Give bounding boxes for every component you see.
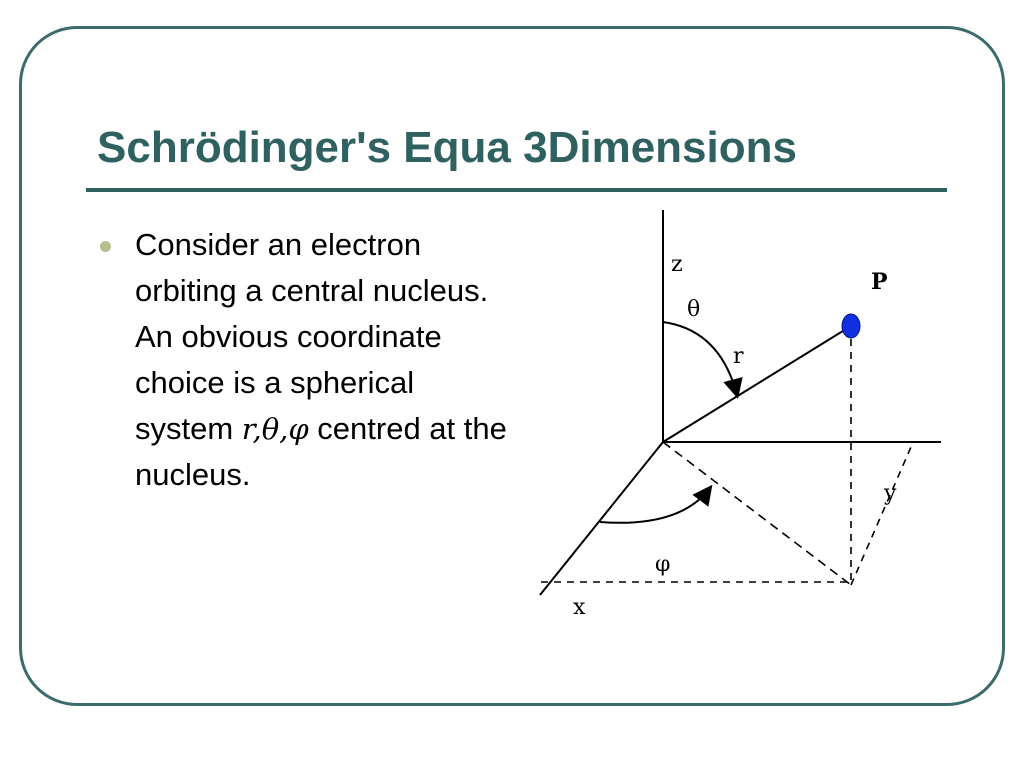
theta-label: θ <box>687 297 701 322</box>
radius-line <box>663 326 851 442</box>
phi-arc <box>600 488 710 523</box>
bullet-marker <box>100 241 111 252</box>
slide-title: Schrödinger's Equa 3Dimensions <box>97 123 797 172</box>
point-p-label: P <box>871 269 888 295</box>
spherical-coordinates-math: r,θ,φ <box>241 412 309 446</box>
bullet-list <box>100 222 520 498</box>
bullet-item <box>100 222 520 498</box>
bullet-text-after: centred at the nucleus. <box>135 411 507 492</box>
title-underline <box>86 188 947 192</box>
theta-arc <box>663 322 737 395</box>
x-axis <box>540 442 663 595</box>
x-axis-label: x <box>573 595 586 620</box>
z-axis-label: z <box>671 252 683 277</box>
r-label: r <box>733 344 744 369</box>
y-axis-label: y <box>884 481 897 506</box>
xy-plane-projection-line <box>663 442 851 585</box>
point-p-dot <box>842 314 860 338</box>
spherical-coordinates-diagram <box>530 205 950 625</box>
y-parallel-dashed-line <box>851 447 911 585</box>
bullet-text-before: Consider an electron orbiting a central nucleus. An obvious coordinate choice is a spherical system <box>135 227 489 446</box>
phi-label: φ <box>655 552 671 577</box>
